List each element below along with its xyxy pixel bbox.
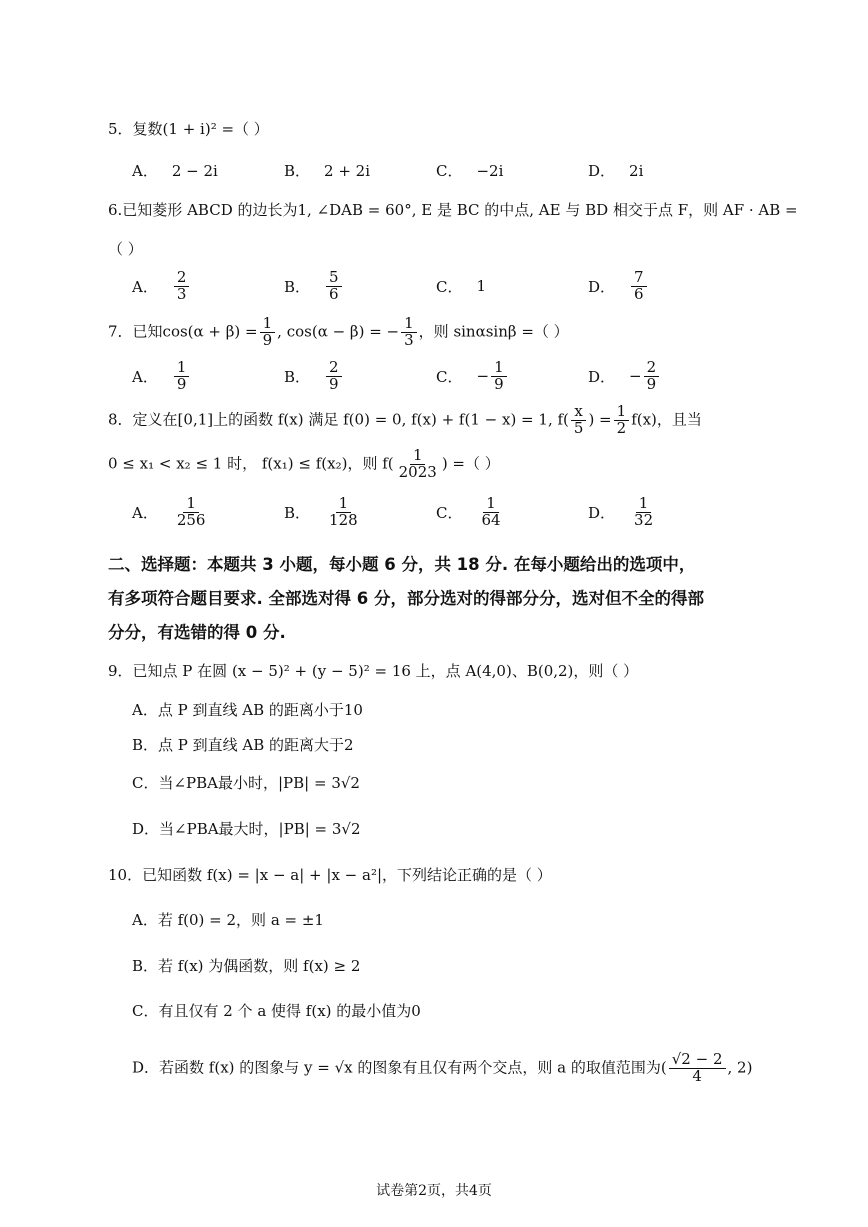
section-2-heading-line-3: 分分，有选错的得 0 分. (108, 623, 286, 642)
option-a: A． 2 − 2i (132, 161, 218, 180)
option-d: D． 2i (588, 161, 644, 180)
question-7-options (132, 360, 772, 393)
question-6-stem: 6.已知菱形 ABCD 的边长为1, ∠DAB = 60°, E 是 BC 的中点, AE 与 BD 相交于点 F，则 AF · AB = (108, 201, 798, 219)
option-a: A． $\frac{1}{9}$ (132, 360, 284, 393)
fraction: $\frac{2}{9}$ (326, 360, 342, 393)
fraction: $\frac{x}{5}$ (571, 404, 587, 437)
option-b: B． 2 + 2i (284, 161, 371, 180)
fraction: $\frac{1}{2}$ (614, 404, 630, 437)
fraction: $\frac{2}{3}$ (174, 270, 190, 303)
fraction: $\frac{1}{128}$ (329, 494, 358, 529)
page-footer: 试卷第2页，共4页 (376, 1183, 492, 1199)
option-b: B． $\frac{1}{128}$ (284, 496, 436, 529)
question-6-blank: （ ） (108, 240, 143, 258)
fraction: $\frac{7}{6}$ (631, 270, 647, 303)
fraction: $\frac{√2 - 2}{4}$ (669, 1052, 726, 1085)
option-c: C． − $\frac{1}{9}$ (436, 360, 588, 393)
section-2-heading-line-2: 有多项符合题目要求. 全部选对得 6 分，部分选对的得部分分，选对但不全的得部 (108, 589, 704, 608)
fraction: $\frac{1}{9}$ (174, 360, 190, 393)
option-a: A． $\frac{1}{256}$ (132, 496, 284, 529)
question-10-option-d: D．若函数 f(x) 的图象与 y = √x 的图象有且仅有两个交点，则 a 的取值范围为( $\frac{√2 - 2}{4}$ , 2) (132, 1050, 753, 1085)
question-10-option-c: C．有且仅有 2 个 a 使得 f(x) 的最小值为0 (132, 1002, 421, 1020)
question-9-option-b: B．点 P 到直线 AB 的距离大于2 (132, 736, 354, 754)
option-d: D． $\frac{1}{32}$ (588, 496, 740, 529)
fraction: $\frac{1}{32}$ (634, 494, 654, 529)
option-d: D． − $\frac{2}{9}$ (588, 360, 740, 393)
option-d: D． $\frac{7}{6}$ (588, 270, 740, 303)
question-9-option-c: C．当∠PBA最小时，|PB| = 3√2 (132, 774, 360, 792)
section-2-heading-line-1: 二、选择题：本题共 3 小题，每小题 6 分，共 18 分. 在每小题给出的选项中， (108, 555, 696, 574)
question-8-stem: 8．定义在[0,1]上的函数 f(x) 满足 f(0) = 0, f(x) + f(1 − x) = 1, f( $\frac{x}{5}$ ) = $\frac{1}{2}$ f(x)，且当 (108, 402, 702, 437)
question-10-option-b: B．若 f(x) 为偶函数，则 f(x) ≥ 2 (132, 957, 361, 975)
option-b: B． $\frac{2}{9}$ (284, 360, 436, 393)
fraction: $\frac{2}{9}$ (644, 360, 660, 393)
option-a: A． $\frac{2}{3}$ (132, 270, 284, 303)
fraction: $\frac{1}{3}$ (401, 316, 417, 349)
question-9-option-a: A．点 P 到直线 AB 的距离小于10 (132, 701, 363, 719)
question-6-options (132, 270, 772, 303)
fraction: $\frac{1}{9}$ (260, 316, 276, 349)
option-c: C． 1 (436, 277, 487, 296)
fraction: $\frac{1}{9}$ (491, 360, 507, 393)
question-10-stem: 10．已知函数 f(x) = |x − a| + |x − a²|，下列结论正确的是（ ） (108, 866, 552, 884)
fraction: $\frac{1}{2023}$ (398, 446, 437, 481)
fraction: $\frac{1}{256}$ (176, 494, 206, 529)
question-9-option-d: D．当∠PBA最大时，|PB| = 3√2 (132, 820, 361, 838)
question-7-stem: 7．已知cos(α + β) = $\frac{1}{9}$ , cos(α − β) = − $\frac{1}{3}$ ，则 sinαsinβ =（ ） (108, 314, 569, 349)
option-b: B． $\frac{5}{6}$ (284, 270, 436, 303)
question-10-option-a: A．若 f(0) = 2，则 a = ±1 (132, 911, 324, 929)
fraction: $\frac{5}{6}$ (326, 270, 342, 303)
question-8-options (132, 496, 772, 529)
option-c: C． $\frac{1}{64}$ (436, 496, 588, 529)
question-8-stem-line-2: 0 ≤ x₁ < x₂ ≤ 1 时， f(x₁) ≤ f(x₂)，则 f( $\frac{1}{2023}$ ) =（ ） (108, 446, 500, 481)
question-5-options (132, 160, 772, 181)
fraction: $\frac{1}{64}$ (481, 494, 501, 529)
question-9-stem: 9．已知点 P 在圆 (x − 5)² + (y − 5)² = 16 上，点 A(4,0)、B(0,2)，则（ ） (108, 662, 639, 680)
option-c: C． −2i (436, 161, 504, 180)
question-5-stem: 5．复数(1 + i)² =（ ） (108, 120, 269, 138)
